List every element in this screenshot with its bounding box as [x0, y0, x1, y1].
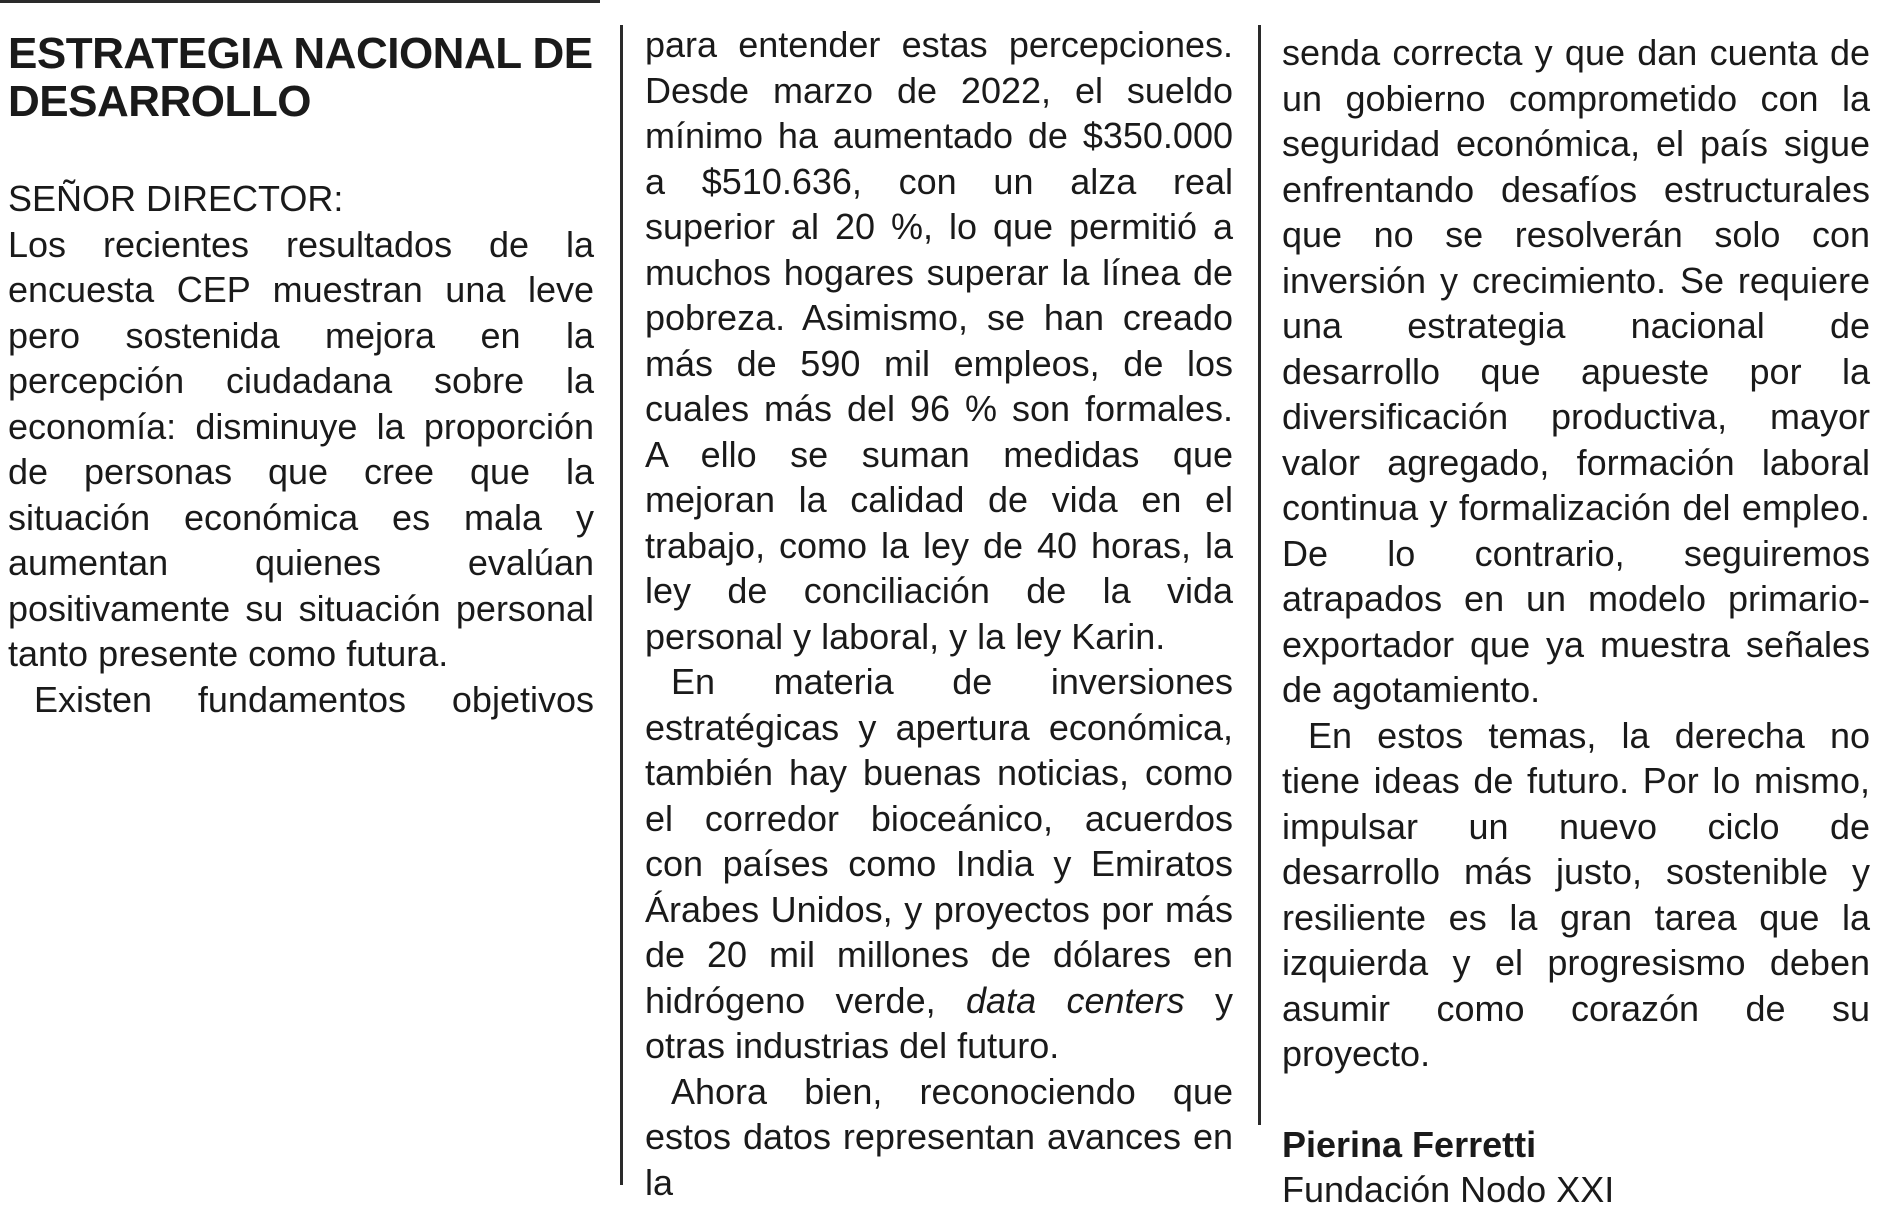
column-1	[8, 20, 594, 722]
paragraph-3-text: En materia de inversiones estratégicas y apertura económica, también hay buenas noticias, como el corredor bioceánico, acuerdos con países como India y Emiratos Árabes Unidos, y proyectos por más de 20 mil millones de dólares en hidrógeno verde,	[645, 661, 1233, 1021]
column-divider-2	[1258, 25, 1261, 1125]
paragraph-3-italic: data centers	[966, 979, 1185, 1021]
column-3	[1282, 30, 1870, 1213]
paragraph-2-continued: para entender estas percepciones. Desde marzo de 2022, el sueldo mínimo ha aumentado de $350.000 a $510.636, con un alza real superior al 20 %, lo que permitió a muchos hogares superar la línea de pobreza. Asimismo, se han creado más de 590 mil empleos, de los cuales más del 96 % son formales. A ello se suman medidas que mejoran la calidad de vida en el trabajo, como la ley de 40 horas, la ley de conciliación de la vida personal y laboral, y la ley Karin.	[645, 24, 1233, 657]
paragraph-5: En estos temas, la derecha no tiene ideas de futuro. Por lo mismo, impulsar un nuevo ciclo de desarrollo más justo, sostenible y resiliente es la gran tarea que la izquierda y el progresismo deben asumir como corazón de su proyecto.	[1282, 714, 1870, 1074]
author-organization: Fundación Nodo XXI	[1282, 1169, 1615, 1210]
paragraph-4-continued: senda correcta y que dan cuenta de un gobierno comprometido con la seguridad económica, el país sigue enfrentando desafíos estructurales que no se resolverán solo con inversión y crecimiento. Se requiere una estrategia nacional de desarrollo que apueste por la diversificación productiva, mayor valor agregado, formación laboral continua y formalización del empleo. De lo contrario, seguiremos atrapados en un modelo primario-exportador que ya muestra señales de agotamiento.	[1282, 32, 1870, 710]
paragraph-1: Los recientes resultados de la encuesta CEP muestran una leve pero sostenida mejora en la percepción ciudadana sobre la economía: disminuye la proporción de personas que cree que la situación económica es mala y aumentan quienes evalúan positivamente su situación personal tanto presente como futura.	[8, 223, 594, 674]
paragraph-3-text-end: y otras industrias del futuro.	[645, 979, 1233, 1066]
paragraph-3	[645, 659, 1233, 1069]
column-2	[645, 22, 1233, 1205]
headline: ESTRATEGIA NACIONAL DE DESARROLLO	[8, 29, 593, 126]
paragraph-4-start: Ahora bien, reconociendo que estos datos representan avances en la	[645, 1070, 1233, 1203]
author-name: Pierina Ferretti	[1282, 1123, 1537, 1165]
salutation: SEÑOR DIRECTOR:	[8, 178, 344, 219]
paragraph-2-start: Existen fundamentos objetivos	[34, 678, 594, 720]
column-divider-1	[620, 25, 623, 1185]
top-rule	[0, 0, 600, 3]
